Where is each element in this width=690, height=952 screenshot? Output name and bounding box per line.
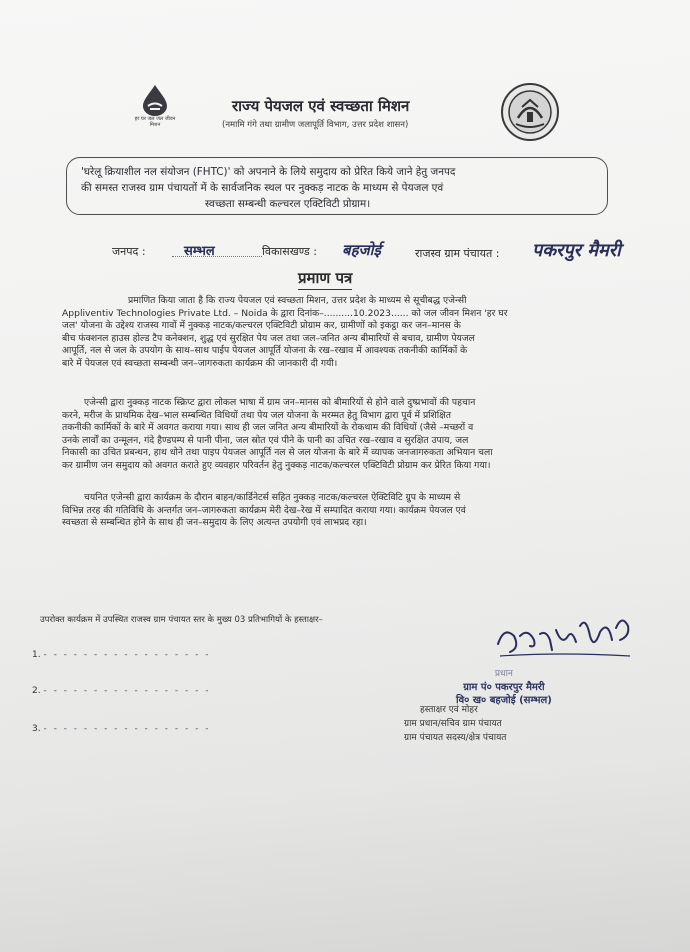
district-label: जनपद : [112, 245, 146, 258]
logo-caption: हर घर जल जल जीवन मिशन [134, 116, 176, 128]
certificate-heading: प्रमाण पत्र [298, 268, 352, 290]
paragraph-line: करने, मरीज के प्राथमिक देख–भाल सम्बन्धित विधियों तथा पेय जल योजना के मरम्मत हेतु विभाग द्वारा पूर्व में प्रशिक्षित [62, 409, 452, 421]
block-label: विकासखण्ड : [262, 245, 318, 258]
pradhan-signature [490, 606, 640, 666]
paragraph-line: Appliventiv Technologies Private Ltd. – Noida के द्वारा दिनांक–..........10.2023...... को जल जीवन मिशन 'हर घर [62, 307, 508, 319]
paragraph-certification [62, 295, 608, 371]
signature-dashes: - - - - - - - - - - - - - - - - - [43, 724, 211, 734]
district-underline [172, 256, 262, 257]
district-value: सम्भल [184, 244, 215, 259]
mission-subtitle: (नमामि गंगे तथा ग्रामीण जलापूर्ति विभाग, उत्तर प्रदेश शासन) [222, 120, 409, 130]
signature-dashes: - - - - - - - - - - - - - - - - - [43, 650, 211, 660]
paragraph-line: निकासी का उचित प्रबन्धन, हाथ धोने तथा पाइप पेयजल आपूर्ति नल से जल योजना के बारे में व्यापक जनजागरुकता अभियान चला [62, 447, 493, 459]
participant-signature-line-1 [32, 650, 210, 660]
banner-line: की समस्त राजस्व ग्राम पंचायतों में के सार्वजनिक स्थल पर नुक्कड़ नाटक के माध्यम से पेयजल एवं [81, 182, 444, 194]
mission-title: राज्य पेयजल एवं स्वच्छता मिशन [232, 97, 410, 115]
participant-signature-line-3 [32, 724, 210, 734]
designation-line: ग्राम पंचायत सदस्य/क्षेत्र पंचायत [404, 733, 507, 743]
paragraph-conclusion [62, 492, 608, 530]
paragraph-line: विभिन्न तरह की गतिविधि के अन्तर्गत जन–जागरुकता कार्यक्रम मेरी देख–रेख में सम्पादित कराया गया। कार्यक्रम पेयजल एवं [62, 504, 466, 516]
banner-line: 'घरेलू क्रियाशील नल संयोजन (FHTC)' को अपनाने के लिये समुदाय को प्रेरित किये जाने हेतु जनपद [81, 166, 456, 178]
stamp-title: प्रधान [494, 669, 513, 679]
program-banner [66, 157, 608, 215]
line-number: 1. [32, 650, 41, 660]
handwritten-signature-icon [490, 606, 640, 666]
paragraph-line: बीच फंक्शनल हाउस होल्ड टैप कनेक्शन, शुद्ध एवं सुरक्षित पेय जल तथा जल–जनित अन्य बीमारियों से बचाव, ग्रामीण पेयजल [62, 332, 475, 344]
up-government-seal [500, 82, 560, 142]
paragraph-line: चयनित एजेन्सी द्वारा कार्यक्रम के दौरान बाहन/कार्डिनेटर्स सहित नुक्कड़ नाटक/कल्चरल ऐक्टिविटि ग्रुप के माध्यम से [84, 492, 461, 503]
paragraph-line: कर ग्रामीण जन समुदाय को अवगत कराते हुए व्यवहार परिवर्तन हेतु नुक्कड़ नाटक/कल्चरल एक्टिविटी प्रोग्राम कर प्रेरित किया गया। [62, 459, 491, 471]
stamp-line-2: वि० ख० बहजोई (सम्भल) [456, 695, 552, 706]
paragraph-line: उनके लार्वों का उन्मूलन, गंदे हैण्डपम्प से पानी पीना, जल स्रोत एवं पीने के पानी का उचित रख–रखाव व सुरक्षित उपाय, जल [62, 434, 469, 446]
stamp-line-1: ग्राम पं० पकरपुर मैमरी [463, 682, 545, 693]
designation-line: ग्राम प्रधान/सचिव ग्राम पंचायत [404, 719, 502, 729]
water-drop-icon [130, 83, 180, 117]
attendance-note: उपरोक्त कार्यक्रम में उपस्थित राजस्व ग्राम पंचायत स्तर के मुख्य 03 प्रतिभागियों के हस्ताक्षर– [40, 615, 323, 625]
participant-signature-line-2 [32, 686, 210, 696]
signature-dashes: - - - - - - - - - - - - - - - - - [43, 686, 211, 696]
jal-jeevan-mission-logo [130, 83, 180, 135]
paragraph-line: स्वच्छता से सम्बन्धित होने के साथ ही जन–समुदाय के लिए अत्यन्त उपयोगी एवं लाभप्रद रहा। [62, 517, 367, 529]
location-fields [112, 240, 682, 274]
panchayat-value: पकरपुर मैमरी [532, 240, 621, 261]
banner-line: स्वच्छता सम्बन्धी कल्चरल एक्टिविटी प्रोग्राम। [205, 198, 371, 210]
paragraph-agency-activities [62, 397, 608, 473]
panchayat-label: राजस्व ग्राम पंचायत : [415, 247, 500, 260]
paragraph-line: एजेन्सी द्वारा नुक्कड़ नाटक स्क्रिप्ट द्वारा लोकल भाषा में ग्राम जन–मानस को बीमारियों से होने वाले दुष्प्रभावों की पहचान [84, 397, 476, 408]
paragraph-line: तकनीकी कार्मिकों के बारे में अवगत कराया गया। साथ ही जल जनित अन्य बीमारियों के रोकथाम की विधियों (जैसे –मच्छरों व [62, 422, 474, 434]
signatory-designation [404, 703, 506, 745]
paragraph-line: आपूर्ति, नल से जल के उपयोग के साथ–साथ पाईप पेयजल आपूर्ति योजना के रख–रखाव में आवश्यक तकनीकी कार्मिकों के [62, 345, 468, 357]
paragraph-line: जल' योजना के उद्देश्य राजस्व गावों में नुक्कड़ नाटक/कल्चरल एक्टिविटी प्रोग्राम कर, ग्रामीणों को इकट्ठा कर जन–मानस के [62, 320, 461, 332]
paragraph-line: प्रमाणित किया जाता है कि राज्य पेयजल एवं स्वच्छता मिशन, उत्तर प्रदेश के माध्यम से सूचीबद्ध एजेन्सी [128, 295, 467, 306]
line-number: 3. [32, 724, 41, 734]
block-value: बहजोई [342, 241, 381, 259]
paragraph-line: बारे में पेयजल एवं स्वच्छता सम्बन्धी जन–जागरुकता कार्यक्रम की जानकारी दी गयी। [62, 357, 338, 369]
sign-label: हस्ताक्षर एवं मोहर [420, 705, 478, 715]
line-number: 2. [32, 686, 41, 696]
pradhan-stamp [456, 668, 552, 707]
